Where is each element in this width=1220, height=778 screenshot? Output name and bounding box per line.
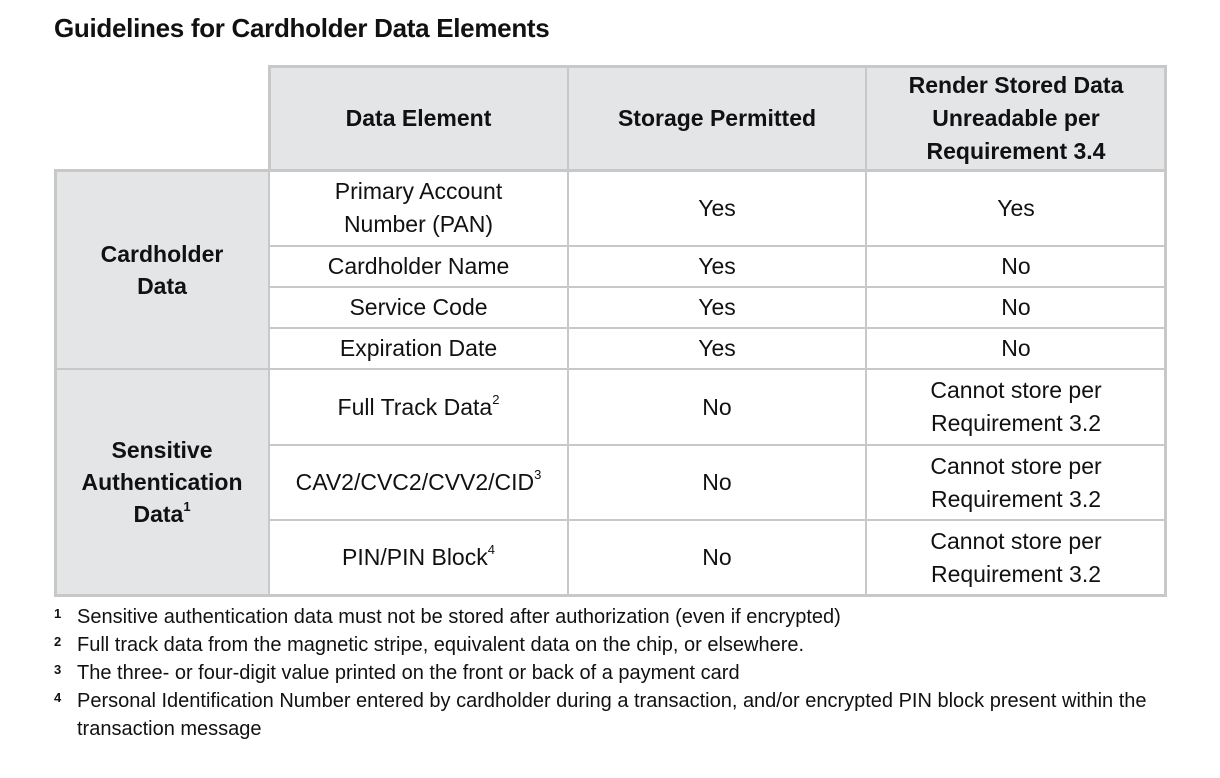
element-line: Expiration Date	[339, 335, 498, 361]
cell-element-card-verification-code	[268, 444, 569, 521]
footnote-marker: 1	[183, 499, 191, 515]
footnote-marker: 2	[492, 391, 500, 407]
header-render-unreadable	[865, 65, 1167, 171]
storage-value: Yes	[698, 194, 736, 221]
cell-render-service-code	[865, 286, 1167, 329]
footnote-number: 3	[54, 662, 62, 677]
element-line: Number (PAN)	[343, 211, 494, 237]
storage-value: Yes	[698, 294, 736, 320]
cell-storage-full-track-data	[567, 368, 867, 446]
element-text: Full Track Data	[337, 393, 493, 420]
group-label-line: Sensitive	[111, 437, 213, 463]
render-value: No	[1001, 294, 1031, 320]
render-value: No	[1001, 253, 1031, 279]
cell-render-cardholder-name	[865, 245, 1167, 288]
cell-element-expiration-date	[268, 327, 569, 370]
footnote-item	[54, 631, 1194, 659]
footnote-item	[54, 659, 1194, 687]
page-title: Guidelines for Cardholder Data Elements	[54, 13, 550, 43]
storage-value: No	[702, 469, 732, 495]
storage-value: No	[702, 544, 732, 570]
cell-element-service-code	[268, 286, 569, 329]
group-label-line: Cardholder	[100, 240, 224, 267]
element-line	[342, 541, 495, 574]
cell-element-cardholder-name	[268, 245, 569, 288]
storage-value: No	[702, 393, 732, 420]
footnote-number: 1	[54, 606, 62, 621]
footnote-text: Full track data from the magnetic stripe, equivalent data on the chip, or elsewhere.	[77, 634, 805, 656]
render-value: Yes	[997, 194, 1035, 221]
cell-render-expiration-date	[865, 327, 1167, 370]
element-line	[338, 391, 500, 424]
cell-element-pin-block	[268, 519, 569, 596]
footnote-text: Sensitive authentication data must not be stored after authorization (even if encrypted)	[77, 606, 841, 628]
cell-storage-pin-block	[567, 519, 867, 596]
element-text: CAV2/CVC2/CVV2/CID	[295, 469, 535, 495]
footnote-number: 4	[54, 690, 62, 705]
render-line: Requirement 3.2	[930, 485, 1102, 512]
header-label-line: Requirement 3.4	[926, 137, 1106, 164]
element-line	[296, 466, 542, 499]
cell-render-card-verification-code	[865, 444, 1167, 521]
header-label: Data Element	[345, 104, 492, 131]
cell-render-pan	[865, 169, 1167, 247]
render-line: Cannot store per	[930, 377, 1102, 403]
group-label-line: Data	[137, 272, 187, 299]
group-label-line	[133, 498, 190, 530]
element-line: Cardholder Name	[327, 253, 510, 279]
element-line: Primary Account	[334, 178, 503, 204]
element-text: PIN/PIN Block	[342, 544, 488, 570]
footnote-number: 2	[54, 634, 62, 649]
render-line: Cannot store per	[930, 527, 1102, 554]
header-label-line: Unreadable per	[932, 104, 1100, 131]
header-data-element	[268, 65, 569, 171]
render-value: No	[1001, 335, 1031, 361]
render-line: Requirement 3.2	[930, 410, 1102, 436]
footnote-item	[54, 603, 1194, 631]
header-label: Storage Permitted	[617, 104, 817, 131]
footnote-marker: 4	[487, 542, 495, 558]
header-storage-permitted	[567, 65, 867, 171]
footnote-marker: 3	[534, 467, 542, 483]
cell-element-pan	[268, 169, 569, 247]
cell-render-full-track-data	[865, 368, 1167, 446]
render-line: Cannot store per	[930, 452, 1102, 479]
storage-value: Yes	[698, 335, 736, 361]
cell-storage-cardholder-name	[567, 245, 867, 288]
render-line: Requirement 3.2	[930, 560, 1102, 587]
cell-storage-expiration-date	[567, 327, 867, 370]
group-label-text: Data	[133, 501, 184, 527]
header-label-line: Render Stored Data	[908, 71, 1124, 98]
cell-element-full-track-data	[268, 368, 569, 446]
cell-storage-service-code	[567, 286, 867, 329]
footnotes	[54, 603, 1194, 743]
group-cardholder-data	[54, 169, 270, 370]
footnote-text: The three- or four-digit value printed on the front or back of a payment card	[77, 662, 740, 684]
cell-render-pin-block	[865, 519, 1167, 596]
footnote-item	[54, 687, 1194, 743]
element-line: Service Code	[349, 294, 488, 320]
group-label-line: Authentication	[81, 469, 243, 495]
group-sensitive-authentication-data	[54, 368, 270, 596]
cell-storage-card-verification-code	[567, 444, 867, 521]
storage-value: Yes	[698, 253, 736, 279]
cell-storage-pan	[567, 169, 867, 247]
footnote-text: Personal Identification Number entered by cardholder during a transaction, and/or encrypted PIN block present within the transaction message	[77, 690, 1147, 740]
